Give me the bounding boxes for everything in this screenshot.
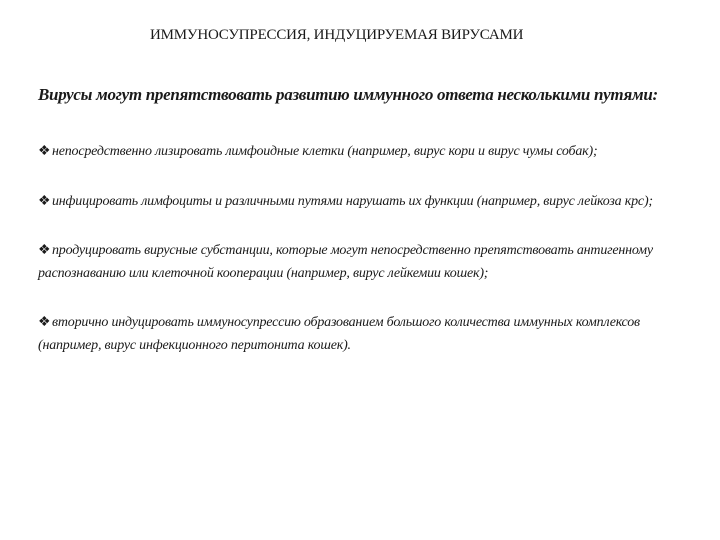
list-item [38, 311, 700, 357]
diamond-bullet-icon: ❖ [38, 194, 51, 209]
list-item-text: вторично индуцировать иммуносупрессию образованием большого количества иммунных комплексов (например, вирус инфекционного перитонита кошек). [38, 315, 640, 353]
diamond-bullet-icon: ❖ [38, 243, 51, 258]
bullet-list [38, 140, 700, 383]
list-item-text: непосредственно лизировать лимфоидные клетки (например, вирус кори и вирус чумы собак); [52, 144, 598, 159]
list-item-text: инфицировать лимфоциты и различными путями нарушать их функции (например, вирус лейкоза крс); [52, 194, 653, 209]
slide-title: ИММУНОСУПРЕССИЯ, ИНДУЦИРУЕМАЯ ВИРУСАМИ [150, 27, 524, 43]
list-item-text: продуцировать вирусные субстанции, которые могут непосредственно препятствовать антигенному распознаванию или клеточной кооперации (например, вирус лейкемии кошек); [38, 243, 653, 281]
list-item [38, 190, 700, 213]
diamond-bullet-icon: ❖ [38, 144, 51, 159]
diamond-bullet-icon: ❖ [38, 315, 51, 330]
list-item [38, 239, 700, 285]
slide-subtitle: Вирусы могут препятствовать развитию иммунного ответа несколькими путями: [38, 85, 658, 104]
list-item [38, 140, 700, 163]
